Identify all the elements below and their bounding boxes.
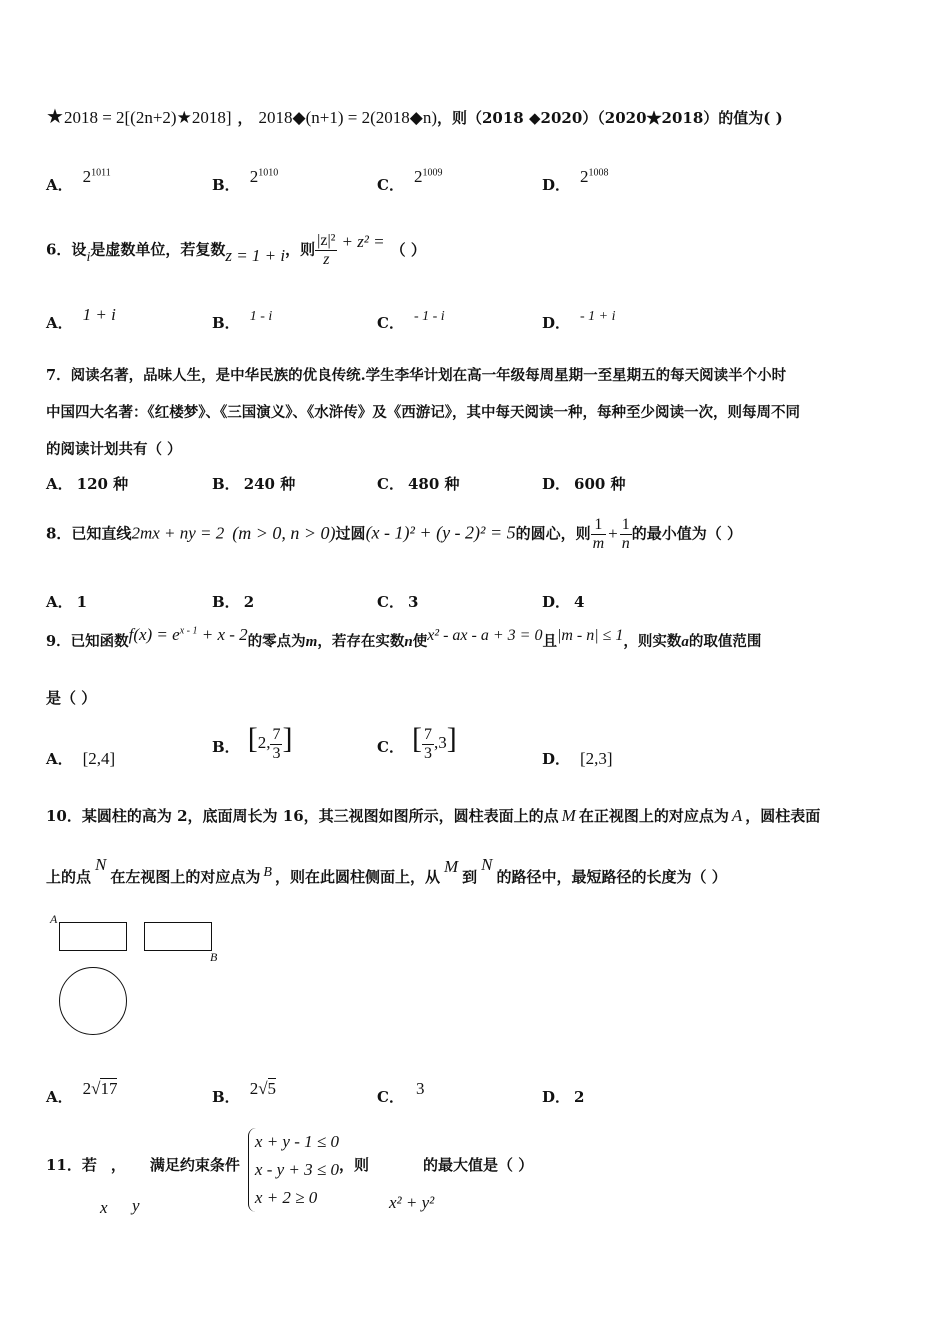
q8-option-b[interactable] (212, 591, 254, 612)
option-label: C． (377, 1088, 404, 1106)
option-label: D． (542, 1088, 571, 1106)
q10-option-b[interactable] (212, 1079, 277, 1107)
q9-text2: ，若存在实数 (317, 633, 405, 650)
option-label: A． (46, 475, 73, 493)
q11-number: 11．若 (46, 1156, 97, 1174)
q8-cond: (m > 0, n > 0) (232, 522, 336, 543)
q6-fraction: $\frac{\text{|z|²}}{z}$ (317, 232, 336, 268)
left-bracket: [ (247, 722, 258, 755)
option-value: $2^{1009}$ (413, 167, 443, 186)
q6-after-frac: + z² = (341, 231, 385, 251)
q9-var-a: a (681, 634, 689, 650)
option-value: 1 (76, 593, 88, 611)
q10-line1-c: ，圆柱表面 (745, 807, 821, 825)
q10-line1-b: 在正视图上的对应点为 (578, 807, 729, 825)
q9-text5: ，则实数 (623, 633, 682, 650)
q10-line1-a: 10．某圆柱的高为 2，底面周长为 16，其三视图如图所示，圆柱表面上的点 (46, 807, 559, 825)
q8-text2: 的圆心，则 (515, 524, 591, 543)
figure-label-b: B (210, 950, 218, 964)
option-value-left: 2, (257, 733, 271, 752)
sqrt-icon: √ (91, 1079, 101, 1098)
q8-stem (46, 516, 742, 553)
option-label: C． (377, 314, 404, 332)
q6-z-def: z = 1 + i (225, 245, 286, 265)
option-value: 3 (415, 1079, 425, 1098)
option-value: 1 + i (82, 305, 116, 324)
option-value: 240 种 (243, 475, 296, 493)
option-label: B． (212, 593, 240, 611)
q10-line2-d: 到 (462, 868, 478, 886)
option-value: 120 种 (76, 475, 129, 493)
q9-option-b[interactable] (212, 722, 292, 763)
q11-sep: ， (110, 1156, 126, 1174)
constraint-system: x + y - 1 ≤ 0 x - y + 3 ≤ 0 x + 2 ≥ 0 (248, 1128, 339, 1212)
option-value: $2^{1011}$ (82, 167, 111, 186)
option-value: 1 - i (249, 309, 273, 324)
q5-sep: ， (237, 109, 253, 127)
q8-option-d[interactable] (542, 591, 584, 612)
sqrt-icon: √ (258, 1079, 268, 1098)
option-label: B． (212, 738, 240, 756)
figure-label-a: A (50, 912, 58, 926)
q10-line1 (46, 805, 820, 826)
q11-var-x: x (100, 1198, 108, 1217)
option-value: - 1 - i (413, 309, 445, 324)
q11-expr: x² + y² (389, 1193, 435, 1212)
q5-tail-b: 2018 ◆2020）（2020★2018）的值为( ) (482, 109, 783, 127)
option-value: 3 (407, 593, 419, 611)
side-view-rect (144, 922, 212, 951)
q10-option-d[interactable] (542, 1086, 584, 1107)
option-value: $2^{1008}$ (580, 167, 609, 186)
q7-line2: 中国四大名著：《红楼梦》、《三国演义》、《水浒传》及《西游记》，其中每天阅读一种，每种至少阅读一次，则每周不同 (46, 404, 800, 421)
q5-option-b[interactable] (212, 167, 279, 195)
option-label: B． (212, 475, 240, 493)
q9-cond: |m - n| ≤ 1 (556, 627, 624, 644)
q7-option-a[interactable] (46, 473, 128, 494)
option-label: B． (212, 176, 240, 194)
q5-option-a[interactable] (46, 167, 111, 195)
q10-line2-b: 在左视图上的对应点为 (110, 868, 261, 886)
q5-expr1: 2018 = 2[(2n+2)★2018] (63, 108, 232, 127)
option-fraction: $\frac{7}{3}$ (423, 725, 432, 762)
q5-option-d[interactable] (542, 167, 609, 195)
star-icon: ★ (46, 106, 64, 128)
option-label: B． (212, 1088, 240, 1106)
q6-text2: ，则 (285, 240, 316, 259)
q8-text1: 过圆 (335, 524, 366, 543)
top-view-circle (59, 967, 127, 1035)
q9-text1: 的零点为 (247, 633, 306, 650)
option-label: D． (542, 475, 571, 493)
option-label: D． (542, 176, 571, 194)
option-value: 2 (243, 593, 255, 611)
option-label: C． (377, 593, 404, 611)
q9-func: $f(x) = e^{x - 1} + x - 2$ (128, 625, 248, 644)
q9-option-a[interactable] (46, 748, 115, 769)
q10-var-n2: N (481, 855, 493, 874)
option-value: 2 (574, 1088, 585, 1106)
q6-var-i: i (86, 249, 91, 265)
option-value: $2^{1010}$ (249, 167, 279, 186)
q6-stem (46, 232, 426, 269)
q10-var-a: A (731, 806, 743, 825)
left-bracket: [ (411, 722, 422, 755)
q9-eq: x² - ax - a + 3 = 0 (427, 627, 543, 644)
q6-tail: （ ） (390, 240, 426, 259)
q10-line2 (46, 855, 727, 887)
q10-var-b: B (263, 865, 272, 880)
q8-line-eq: 2mx + ny = 2 (131, 523, 225, 543)
right-bracket: ] (446, 722, 457, 755)
q8-tail: 的最小值为（ ） (631, 524, 742, 543)
q8-circle-eq: (x - 1)² + (y - 2)² = 5 (365, 522, 516, 543)
q8-plus: + (608, 523, 618, 543)
right-bracket: ] (282, 722, 293, 755)
option-label: C． (377, 176, 404, 194)
q9-var-n: n (404, 634, 413, 650)
q6-option-d[interactable] (542, 309, 616, 333)
q6-option-c[interactable] (377, 309, 445, 333)
q10-line2-e: 的路径中，最短路径的长度为（ ） (496, 868, 727, 886)
q9-number: 9．已知函数 (46, 633, 129, 650)
q10-line2-a: 上的点 (46, 868, 92, 886)
q10-var-m2: M (443, 857, 459, 876)
option-label: D． (542, 314, 571, 332)
front-view-rect (59, 922, 127, 951)
q8-number: 8．已知直线 (46, 524, 132, 543)
q11-text3: 的最大值是（ ） (422, 1156, 534, 1174)
option-label: A． (46, 176, 73, 194)
q7-option-d[interactable] (542, 473, 626, 494)
q8-option-c[interactable] (377, 591, 418, 612)
q7-line1: 7．阅读名著，品味人生，是中华民族的优良传统.学生李华计划在高一年级每周星期一至星期五的每天阅读半个小时 (46, 367, 787, 384)
q9-line2: 是（ ） (46, 689, 97, 707)
option-value: 600 种 (574, 475, 626, 493)
option-label: A． (46, 593, 73, 611)
q9-option-d[interactable] (542, 748, 613, 769)
q7-line3: 的阅读计划共有（ ） (46, 441, 182, 458)
option-value: - 1 + i (580, 309, 616, 324)
q9-text6: 的取值范围 (688, 633, 762, 650)
option-label: B． (212, 314, 240, 332)
q9-text3: 使 (412, 633, 428, 650)
q10-line2-c: ，则在此圆柱侧面上，从 (274, 868, 440, 886)
option-value: [2,3] (580, 749, 613, 768)
q9-text4: 且 (542, 633, 557, 650)
q10-var-n: N (95, 855, 107, 874)
q10-var-m: M (561, 806, 576, 825)
q6-option-b[interactable] (212, 309, 273, 333)
q8-frac-1-over-m: $\frac{1}{m}$ (592, 516, 605, 552)
q6-option-a[interactable] (46, 305, 116, 333)
option-value: 4 (574, 593, 585, 611)
q5-expr2: 2018◆(n+1) = 2(2018◆n) (258, 108, 437, 127)
q9-stem (46, 625, 762, 651)
option-label: A． (46, 1088, 73, 1106)
option-value: 480 种 (407, 475, 460, 493)
option-value: [2,4] (82, 749, 116, 768)
q11-stem (46, 1128, 533, 1212)
q7-option-b[interactable] (212, 473, 295, 494)
option-label: D． (542, 593, 571, 611)
q11-text2: ，则 (338, 1156, 369, 1174)
q11-var-y: y (132, 1196, 140, 1215)
option-value: 2√17 (82, 1079, 118, 1098)
option-label: C． (377, 475, 404, 493)
option-value: 2√5 (249, 1079, 277, 1098)
option-label: A． (46, 750, 73, 768)
option-label: A． (46, 314, 73, 332)
q8-option-a[interactable] (46, 591, 87, 612)
q9-option-c[interactable] (377, 722, 457, 763)
q6-text1: 是虚数单位，若复数 (90, 240, 226, 259)
q9-var-m: m (305, 634, 318, 650)
q5-option-c[interactable] (377, 167, 443, 195)
option-value-right: ,3 (433, 733, 447, 752)
q11-text1: 满足约束条件 (149, 1156, 240, 1174)
q10-option-c[interactable] (377, 1079, 425, 1107)
q7-option-c[interactable] (377, 473, 460, 494)
option-label: C． (377, 738, 404, 756)
option-fraction: $\frac{7}{3}$ (272, 725, 281, 762)
q6-number: 6．设 (46, 240, 87, 259)
q5-stem (46, 104, 783, 129)
option-label: D． (542, 750, 571, 768)
q8-frac-1-over-n: $\frac{1}{n}$ (621, 516, 630, 552)
q10-option-a[interactable] (46, 1079, 118, 1107)
q5-tail-a: ，则（ (436, 109, 482, 127)
